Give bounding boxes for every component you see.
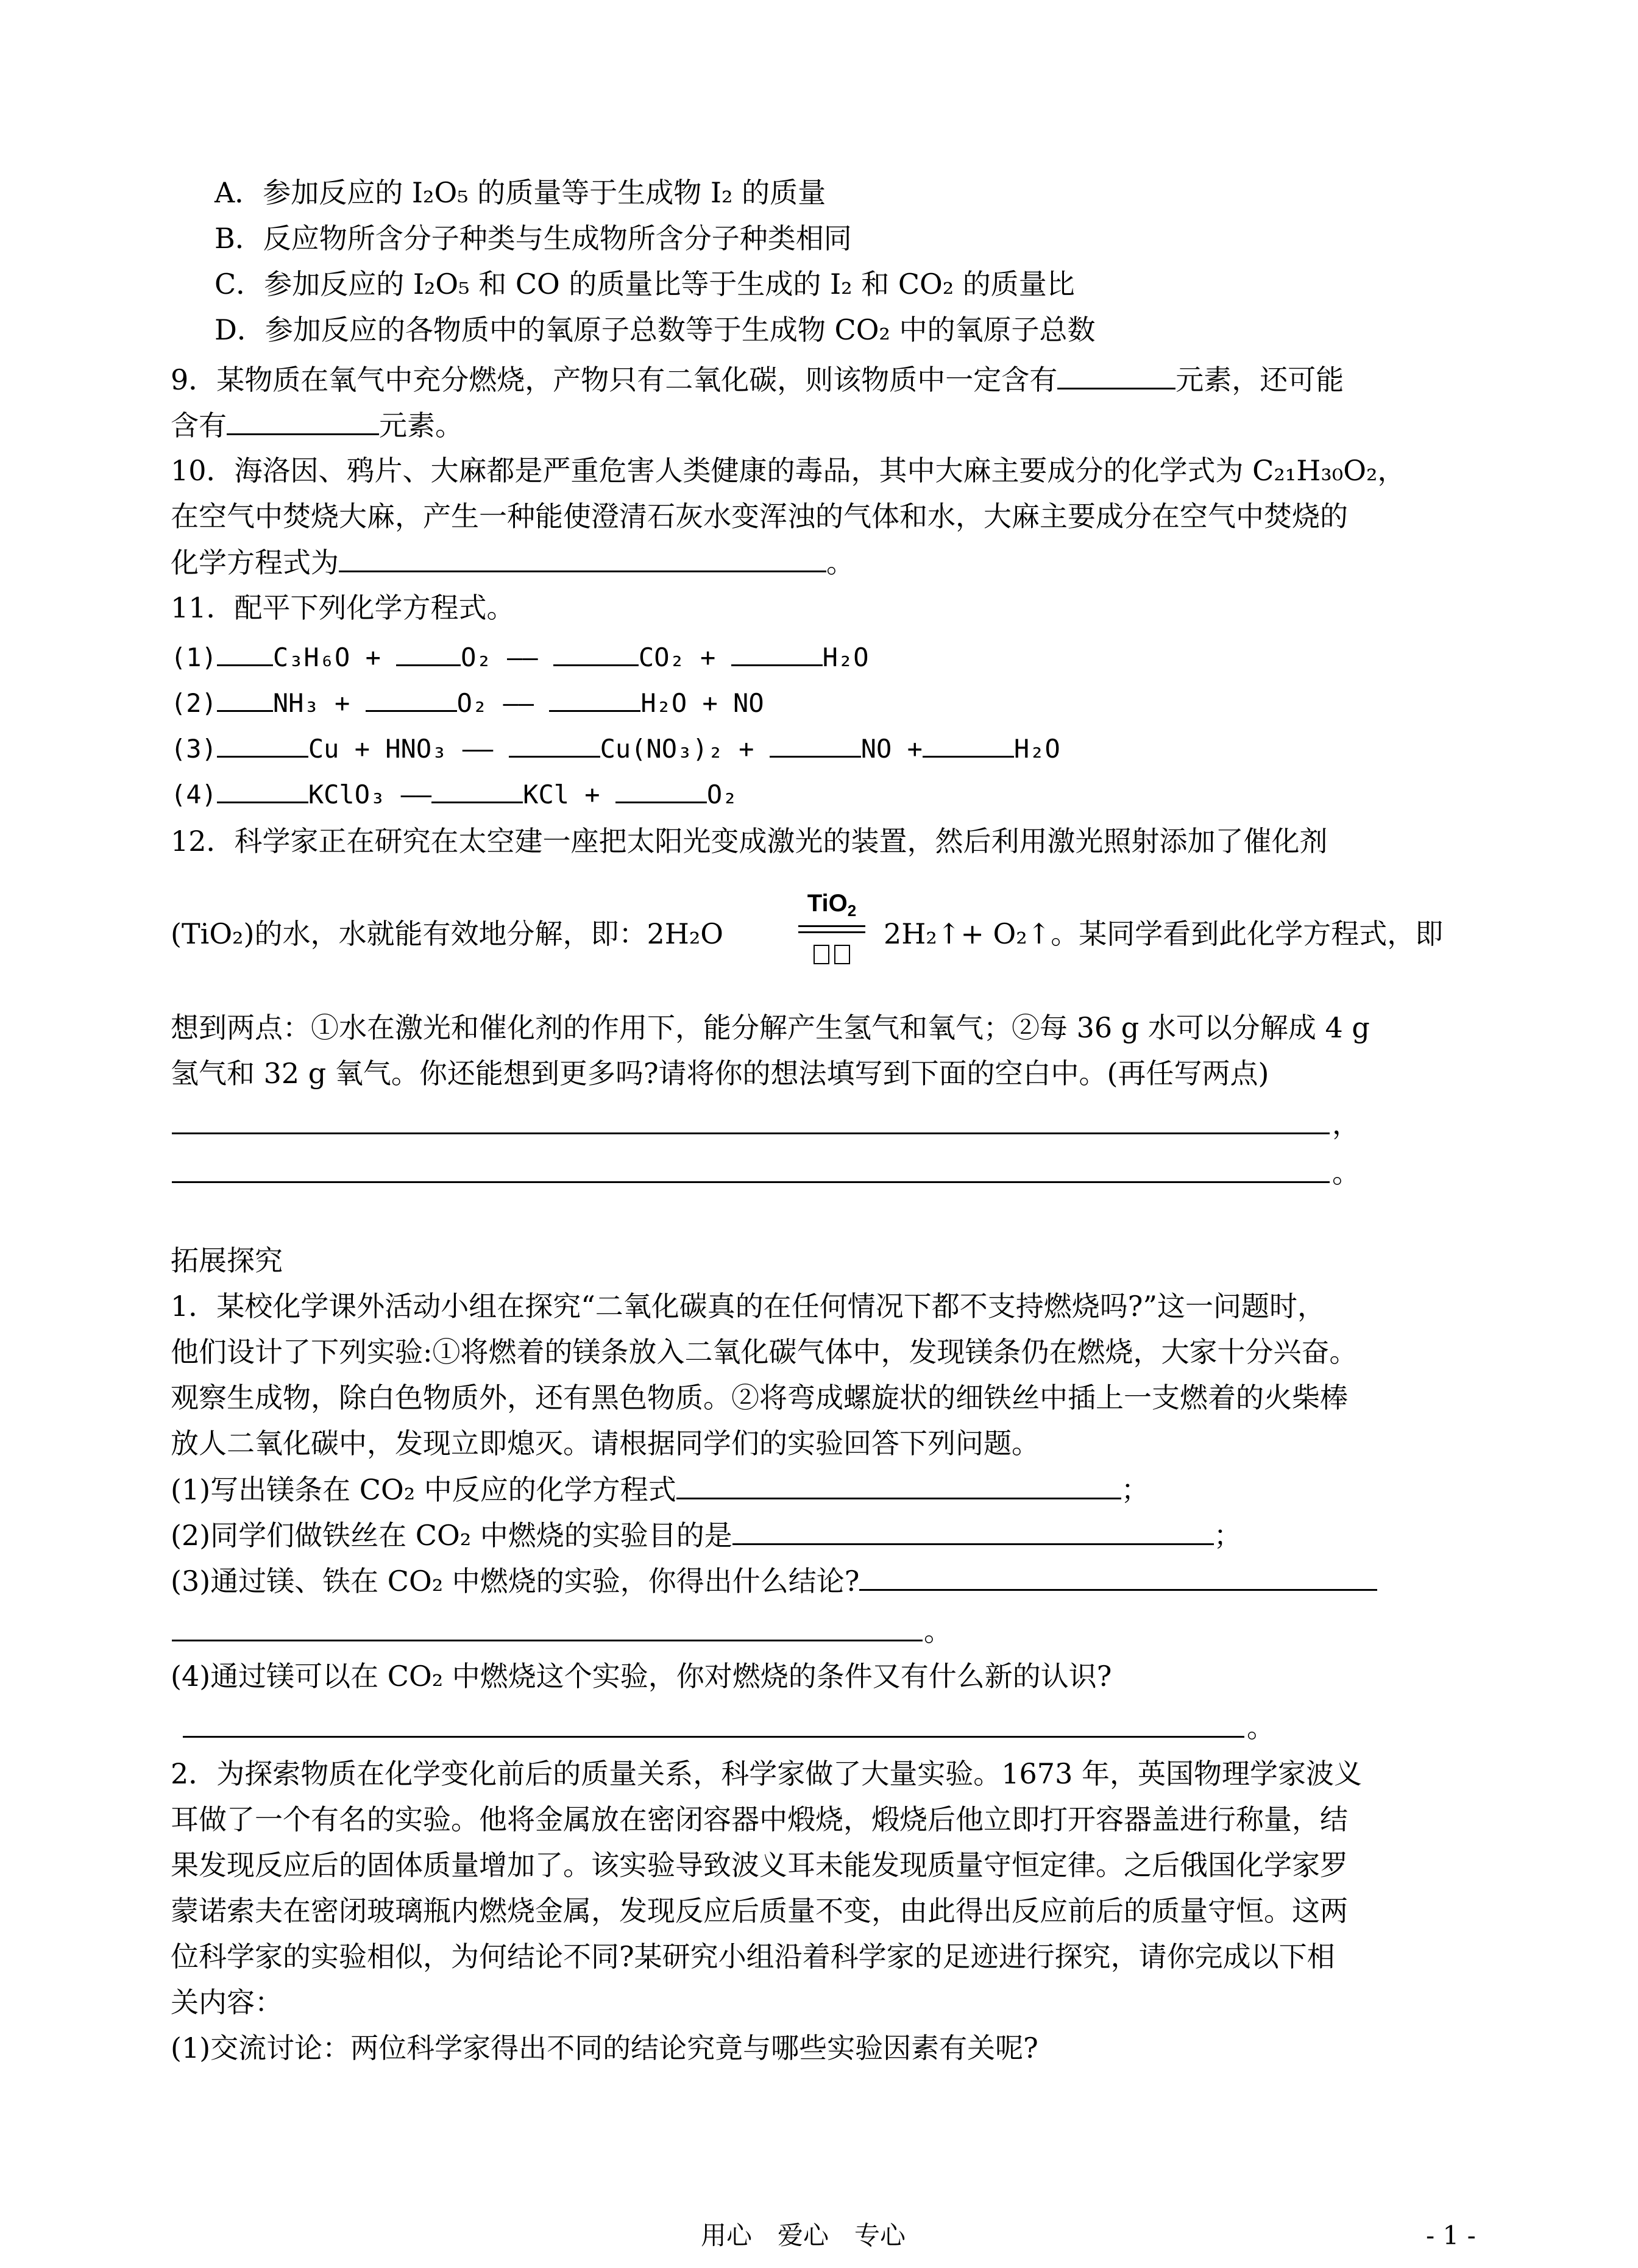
q12-answer-end-1: ，	[1332, 1107, 1360, 1140]
ext1-sub3-answer-line[interactable]	[172, 1640, 923, 1641]
eq3-term-3: NO +	[860, 734, 923, 764]
q8-option-a: A．参加反应的 I₂O₅ 的质量等于生成物 I₂ 的质量	[214, 176, 826, 209]
ext1-line3: 观察生成物，除白色物质外，还有黑色物质。②将弯成螺旋状的细铁丝中插上一支燃着的火柴棒	[171, 1381, 1348, 1414]
q12-line2b: 2H₂↑+ O₂↑。某同学看到此化学方程式，即	[884, 917, 1444, 950]
eq3-blank-1[interactable]	[217, 729, 308, 758]
eq4-blank-3[interactable]	[615, 775, 707, 803]
eq3-term-4: H₂O	[1013, 734, 1060, 764]
eq2-term-1: NH₃ +	[272, 688, 350, 718]
eq1-term-2: O₂ ——	[461, 642, 538, 672]
ext2-line2: 耳做了一个有名的实验。他将金属放在密闭容器中煅烧，煅烧后他立即打开容器盖进行称量，结	[171, 1803, 1348, 1836]
q12-line3: 想到两点：①水在激光和催化剂的作用下，能分解产生氢气和氧气；②每 36 g 水可以分解成 4 g	[171, 1011, 1370, 1044]
eq1-blank-1[interactable]	[217, 638, 273, 666]
q10-line2: 在空气中焚烧大麻，产生一种能使澄清石灰水变浑浊的气体和水，大麻主要成分在空气中焚烧的	[171, 500, 1348, 533]
eq3-term-2: Cu(NO₃)₂ +	[600, 734, 754, 764]
ext1-sub4-answer-line[interactable]	[183, 1736, 1244, 1738]
ext1-sub2-blank[interactable]	[732, 1516, 1214, 1545]
eq2-label: (2)	[171, 688, 217, 718]
footer-motto: 用心 爱心 专心	[701, 2220, 906, 2250]
eq1-label: (1)	[171, 642, 217, 672]
q9-blank-2[interactable]	[227, 407, 379, 435]
catalyst-condition	[798, 890, 865, 981]
eq4-term-2: KCl +	[523, 780, 600, 809]
condition-placeholder-boxes	[798, 942, 865, 970]
q12-line2a: (TiO₂)的水，水就能有效地分解，即：2H₂O	[171, 917, 723, 950]
ext2-line7: (1)交流讨论：两位科学家得出不同的结论究竟与哪些实验因素有关呢?	[171, 2032, 1038, 2064]
eq3-blank-3[interactable]	[770, 729, 861, 758]
q11-equation-2	[171, 683, 764, 722]
ext1-line4: 放人二氧化碳中，发现立即熄灭。请根据同学们的实验回答下列问题。	[171, 1427, 1040, 1460]
q10-blank[interactable]	[339, 544, 826, 572]
q11-equation-1	[171, 638, 869, 676]
ext1-sub1	[171, 1471, 1149, 1508]
eq1-blank-4[interactable]	[731, 638, 823, 666]
ext1-sub1-end: ；	[1121, 1473, 1149, 1506]
eq1-blank-3[interactable]	[553, 638, 639, 666]
ext1-sub4-end: 。	[1247, 1711, 1275, 1744]
q9-line1	[171, 361, 1344, 398]
eq4-blank-2[interactable]	[431, 775, 523, 803]
q12-line4: 氢气和 32 g 氧气。你还能想到更多吗?请将你的想法填写到下面的空白中。(再任写两点)	[171, 1057, 1269, 1090]
q11-equation-3	[171, 729, 1060, 767]
eq3-term-1: Cu + HNO₃ ——	[308, 734, 494, 764]
eq1-term-4: H₂O	[822, 642, 869, 672]
eq2-blank-1[interactable]	[217, 683, 273, 712]
ext1-line2: 他们设计了下列实验:①将燃着的镁条放入二氧化碳气体中，发现镁条仍在燃烧，大家十分兴奋。	[171, 1335, 1358, 1368]
reaction-bar-top	[798, 925, 865, 927]
eq2-blank-2[interactable]	[366, 683, 457, 712]
reaction-bar-bottom	[798, 931, 865, 933]
eq3-label: (3)	[171, 734, 217, 764]
eq1-term-1: C₃H₆O +	[272, 642, 381, 672]
ext1-sub4: (4)通过镁可以在 CO₂ 中燃烧这个实验，你对燃烧的条件又有什么新的认识?	[171, 1660, 1112, 1693]
ext2-line1: 2．为探索物质在化学变化前后的质量关系，科学家做了大量实验。1673 年，英国物理学家波义	[171, 1757, 1362, 1790]
q10-line3	[171, 544, 854, 581]
q12-line1: 12．科学家正在研究在太空建一座把太阳光变成激光的装置，然后利用激光照射添加了催化剂	[171, 825, 1328, 858]
eq2-term-3: H₂O + NO	[640, 688, 764, 718]
q8-option-d: D．参加反应的各物质中的氧原子总数等于生成物 CO₂ 中的氧原子总数	[214, 313, 1096, 346]
q11-title: 11．配平下列化学方程式。	[171, 591, 515, 624]
q10-text-a: 化学方程式为	[171, 546, 339, 579]
ext1-sub2-text: (2)同学们做铁丝在 CO₂ 中燃烧的实验目的是	[171, 1519, 732, 1552]
q9-text-a: 9．某物质在氧气中充分燃烧，产物只有二氧化碳，则该物质中一定含有	[171, 363, 1058, 396]
ext2-line5: 位科学家的实验相似，为何结论不同?某研究小组沿着科学家的足迹进行探究，请你完成以下相	[171, 1940, 1335, 1973]
q9-text-b: 元素，还可能	[1175, 363, 1344, 396]
ext2-line6: 关内容：	[171, 1986, 283, 2019]
q12-answer-line-2[interactable]	[172, 1181, 1330, 1183]
q9-line2	[171, 407, 463, 444]
ext1-sub3-blank[interactable]	[859, 1562, 1377, 1591]
q8-option-c: C．参加反应的 I₂O₅ 和 CO 的质量比等于生成的 I₂ 和 CO₂ 的质量比	[214, 268, 1075, 300]
q10-text-b: 。	[826, 546, 854, 579]
eq2-blank-3[interactable]	[549, 683, 640, 712]
ext2-line4: 蒙诺索夫在密闭玻璃瓶内燃烧金属，发现反应后质量不变，由此得出反应前后的质量守恒。这两	[171, 1894, 1348, 1927]
eq4-term-1: KClO₃ ——	[308, 780, 432, 809]
ext1-sub3	[171, 1562, 1377, 1599]
q10-line1: 10．海洛因、鸦片、大麻都是严重危害人类健康的毒品，其中大麻主要成分的化学式为 C₂₁H₃₀O₂，	[171, 454, 1406, 487]
eq2-term-2: O₂ ——	[456, 688, 534, 718]
page-number: - 1 -	[1426, 2220, 1476, 2250]
ext1-sub3-text: (3)通过镁、铁在 CO₂ 中燃烧的实验，你得出什么结论?	[171, 1565, 860, 1598]
q11-equation-4	[171, 775, 737, 813]
eq3-blank-2[interactable]	[509, 729, 600, 758]
ext1-sub3-end: 。	[924, 1615, 952, 1648]
q9-text-d: 元素。	[379, 409, 463, 442]
section-heading: 拓展探究	[171, 1244, 283, 1277]
eq4-label: (4)	[171, 780, 217, 809]
eq4-term-3: O₂	[706, 780, 738, 809]
ext1-sub2	[171, 1516, 1242, 1554]
ext1-sub1-blank[interactable]	[676, 1471, 1121, 1499]
catalyst-formula: TiO$_2$	[807, 890, 857, 920]
ext1-sub1-text: (1)写出镁条在 CO₂ 中反应的化学方程式	[171, 1473, 676, 1506]
ext1-line1: 1．某校化学课外活动小组在探究“二氧化碳真的在任何情况下都不支持燃烧吗?”这一问题时，	[171, 1290, 1325, 1323]
ext2-line3: 果发现反应后的固体质量增加了。该实验导致波义耳未能发现质量守恒定律。之后俄国化学家罗	[171, 1849, 1348, 1882]
q8-option-b: B．反应物所含分子种类与生成物所含分子种类相同	[214, 222, 852, 255]
q9-text-c: 含有	[171, 409, 227, 442]
q9-blank-1[interactable]	[1057, 361, 1175, 389]
ext1-sub2-end: ；	[1213, 1519, 1242, 1552]
eq4-blank-1[interactable]	[217, 775, 308, 803]
eq1-blank-2[interactable]	[396, 638, 461, 666]
eq1-term-3: CO₂ +	[638, 642, 716, 672]
q12-answer-line-1[interactable]	[172, 1132, 1330, 1134]
eq3-blank-4[interactable]	[923, 729, 1014, 758]
q12-answer-end-2: 。	[1332, 1156, 1360, 1189]
